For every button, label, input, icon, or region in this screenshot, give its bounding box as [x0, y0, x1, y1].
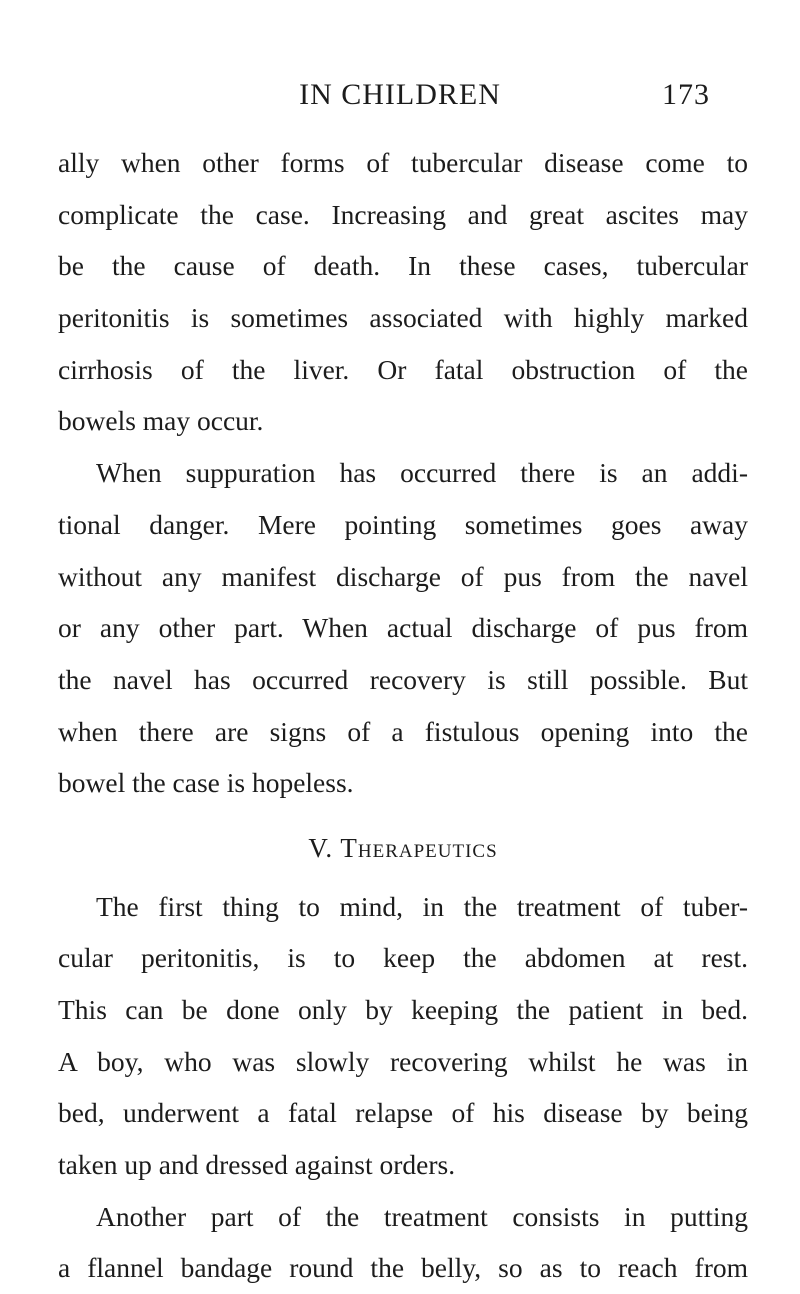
text-line: cular peritonitis, is to keep the abdomen at rest.	[58, 942, 748, 974]
text-line: peritonitis is sometimes associated with highly marked	[58, 302, 748, 334]
text-line: The first thing to mind, in the treatment of tuber-	[96, 890, 748, 922]
section-heading	[58, 823, 748, 875]
text-line: When suppuration has occurred there is an addi-	[96, 457, 748, 489]
page-number: 173	[662, 78, 710, 111]
text-line: when there are signs of a fistulous opening into the	[58, 715, 748, 747]
text-line: a flannel bandage round the belly, so as to reach from	[58, 1252, 748, 1284]
text-line: cirrhosis of the liver. Or fatal obstruction of the	[58, 353, 748, 385]
text-line: This can be done only by keeping the patient in bed.	[58, 994, 748, 1025]
text-line: Another part of the treatment consists in putting	[96, 1200, 748, 1232]
text-line: complicate the case. Increasing and great ascites may	[58, 198, 748, 230]
text-line: ally when other forms of tubercular disease come to	[58, 147, 748, 178]
text-line: without any manifest discharge of pus from the navel	[58, 560, 748, 592]
text-line: bed, underwent a fatal relapse of his disease by being	[58, 1097, 748, 1129]
text-line: be the cause of death. In these cases, tubercular	[58, 250, 748, 282]
text-line: or any other part. When actual discharge of pus from	[58, 612, 748, 644]
text-line: tional danger. Mere pointing sometimes goes away	[58, 508, 748, 540]
text-line: bowel the case is hopeless.	[58, 767, 354, 799]
text-line: the navel has occurred recovery is still possible. But	[58, 663, 748, 695]
running-header	[0, 78, 800, 118]
text-line: A boy, who was slowly recovering whilst he was in	[58, 1045, 748, 1077]
running-title: IN CHILDREN	[299, 78, 501, 111]
body-text	[58, 137, 748, 1294]
text-line: bowels may occur.	[58, 405, 264, 437]
section-heading-text: V. Therapeutics	[308, 832, 498, 863]
text-line: taken up and dressed against orders.	[58, 1149, 456, 1181]
